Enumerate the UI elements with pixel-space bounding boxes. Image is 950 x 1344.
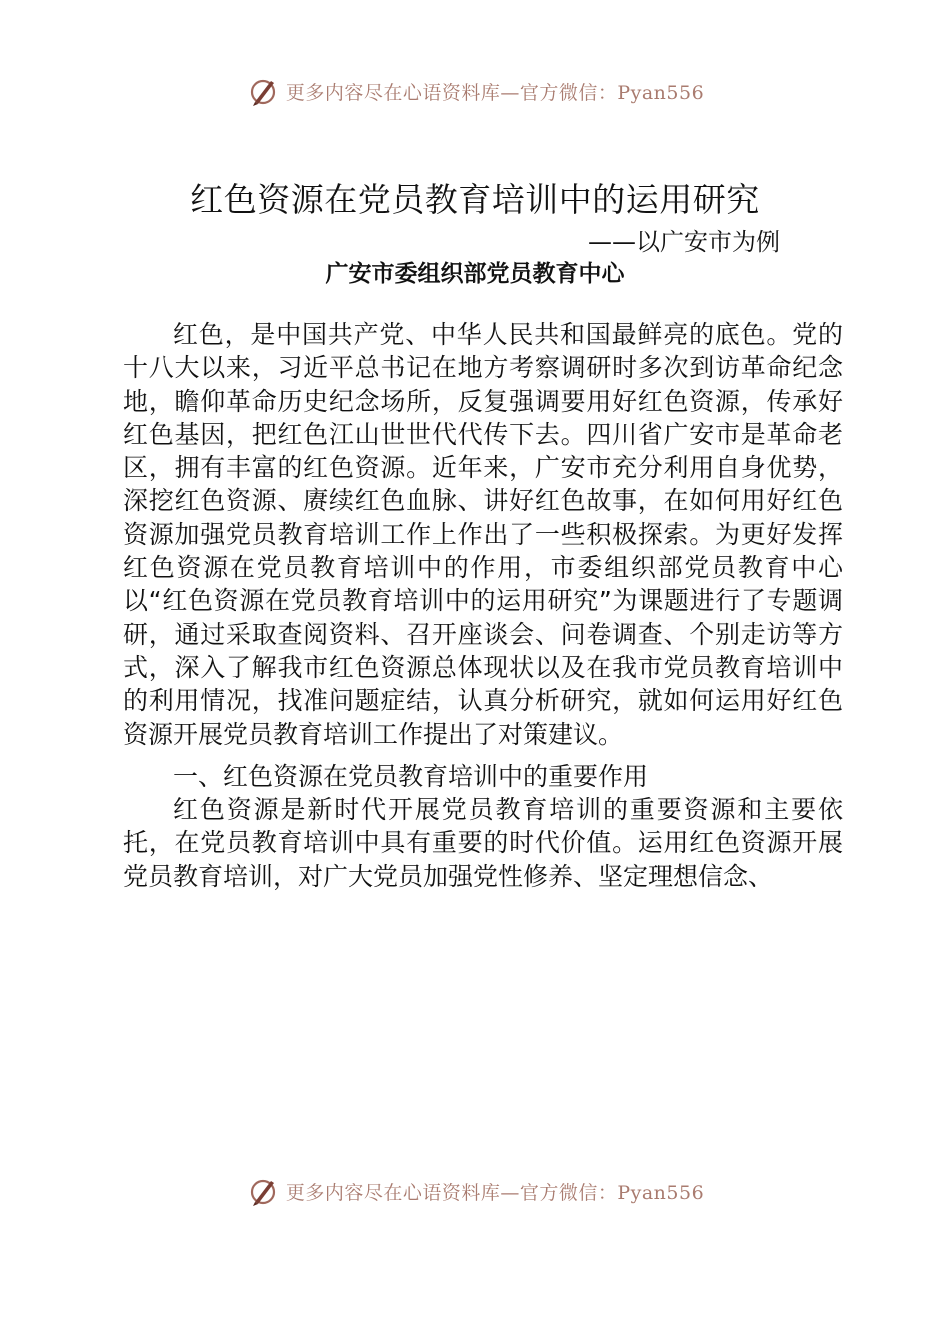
document-subtitle: ——以广安市为例 [588,228,780,256]
document-title: 红色资源在党员教育培训中的运用研究 [190,180,760,219]
pen-circle-logo-icon [246,74,280,108]
pen-circle-logo-icon [246,1174,280,1208]
header-watermark [0,74,950,108]
section-paragraph: 红色资源是新时代开展党员教育培训的重要资源和主要依托，在党员教育培训中具有重要的时代价值。运用红色资源开展党员教育培训，对广大党员加强党性修养、坚定理想信念、 [123,795,843,891]
document-body [123,318,843,893]
footer-watermark [0,1174,950,1208]
document-author: 广安市委组织部党员教育中心 [325,261,625,287]
intro-paragraph: 红色，是中国共产党、中华人民共和国最鲜亮的底色。党的十八大以来，习近平总书记在地方考察调研时多次到访革命纪念地，瞻仰革命历史纪念场所，反复强调要用好红色资源，传承好红色基因，把红色江山世世代代传下去。四川省广安市是革命老区，拥有丰富的红色资源。近年来，广安市充分利用自身优势，深挖红色资源、赓续红色血脉、讲好红色故事，在如何用好红色资源加强党员教育培训工作上作出了一些积极探索。为更好发挥红色资源在党员教育培训中的作用，市委组织部党员教育中心以“红色资源在党员教育培训中的运用研究”为课题进行了专题调研，通过采取查阅资料、召开座谈会、问卷调查、个别走访等方式，深入了解我市红色资源总体现状以及在我市党员教育培训中的利用情况，找准问题症结，认真分析研究，就如何运用好红色资源开展党员教育培训工作提出了对策建议。 [123,320,843,749]
section-heading: 一、红色资源在党员教育培训中的重要作用 [173,761,649,791]
watermark-text: 更多内容尽在心语资料库—官方微信：Pyan556 [285,81,705,104]
watermark-text: 更多内容尽在心语资料库—官方微信：Pyan556 [285,1181,705,1204]
